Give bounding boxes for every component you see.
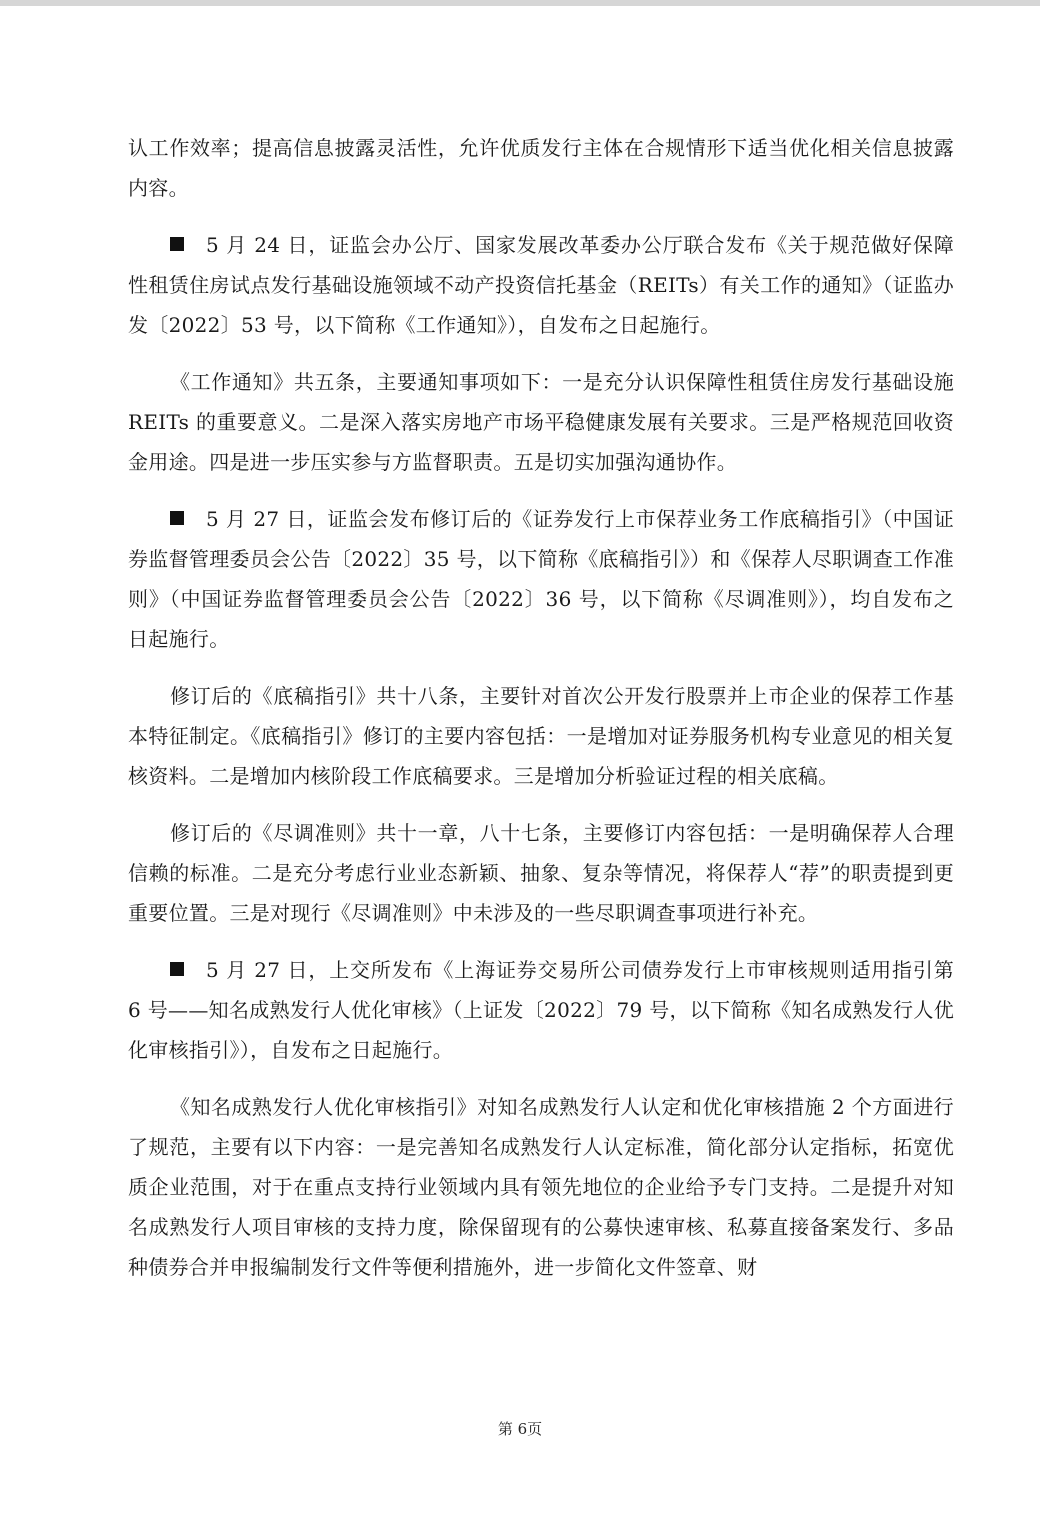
paragraph-text: 认工作效率；提高信息披露灵活性，允许优质发行主体在合规情形下适当优化相关信息披露内容。 — [128, 136, 954, 200]
paragraph-text: 5 月 24 日，证监会办公厅、国家发展改革委办公厅联合发布《关于规范做好保障性租赁住房试点发行基础设施领域不动产投资信托基金（REITs）有关工作的通知》（证监办发〔2022〕53 号，以下简称《工作通知》），自发布之日起施行。 — [128, 233, 954, 337]
paragraph-draft-guidelines-summary — [128, 676, 954, 796]
top-edge-bar — [0, 0, 1040, 6]
bullet-paragraph-sponsor-guidelines — [128, 499, 954, 659]
square-bullet-icon — [170, 962, 184, 976]
paragraph-text: 《工作通知》共五条，主要通知事项如下：一是充分认识保障性租赁住房发行基础设施 REITs 的重要意义。二是深入落实房地产市场平稳健康发展有关要求。三是严格规范回收资金用途。四是进一步压实参与方监督职责。五是切实加强沟通协作。 — [128, 370, 954, 474]
paragraph-text: 《知名成熟发行人优化审核指引》对知名成熟发行人认定和优化审核措施 2 个方面进行了规范，主要有以下内容：一是完善知名成熟发行人认定标准，简化部分认定指标，拓宽优质企业范围，对于在重点支持行业领域内具有领先地位的企业给予专门支持。二是提升对知名成熟发行人项目审核的支持力度，除保留现有的公募快速审核、私募直接备案发行、多品种债券合并申报编制发行文件等便利措施外，进一步简化文件签章、财 — [128, 1095, 954, 1279]
paragraph-continuation — [128, 128, 954, 208]
paragraph-due-diligence-summary — [128, 813, 954, 933]
paragraph-text: 修订后的《尽调准则》共十一章，八十七条，主要修订内容包括：一是明确保荐人合理信赖的标准。二是充分考虑行业业态新颖、抽象、复杂等情况，将保荐人“荐”的职责提到更重要位置。三是对现行《尽调准则》中未涉及的一些尽职调查事项进行补充。 — [128, 821, 954, 925]
paragraph-work-notice-summary — [128, 362, 954, 482]
paragraph-text: 5 月 27 日，上交所发布《上海证券交易所公司债券发行上市审核规则适用指引第 6 号——知名成熟发行人优化审核》（上证发〔2022〕79 号，以下简称《知名成熟发行人优化审核指引》），自发布之日起施行。 — [128, 958, 954, 1062]
bullet-paragraph-reits-notice — [128, 225, 954, 345]
bullet-paragraph-sse-issuer-guideline — [128, 950, 954, 1070]
paragraph-text: 5 月 27 日，证监会发布修订后的《证券发行上市保荐业务工作底稿指引》（中国证券监督管理委员会公告〔2022〕35 号，以下简称《底稿指引》）和《保荐人尽职调查工作准则》（中国证券监督管理委员会公告〔2022〕36 号，以下简称《尽调准则》），均自发布之日起施行。 — [128, 507, 954, 651]
paragraph-issuer-guideline-summary — [128, 1087, 954, 1287]
document-body — [128, 128, 954, 1304]
paragraph-text: 修订后的《底稿指引》共十八条，主要针对首次公开发行股票并上市企业的保荐工作基本特征制定。《底稿指引》修订的主要内容包括：一是增加对证券服务机构专业意见的相关复核资料。二是增加内核阶段工作底稿要求。三是增加分析验证过程的相关底稿。 — [128, 684, 954, 788]
square-bullet-icon — [170, 237, 184, 251]
page-number: 第 6页 — [497, 1420, 543, 1438]
square-bullet-icon — [170, 511, 184, 525]
